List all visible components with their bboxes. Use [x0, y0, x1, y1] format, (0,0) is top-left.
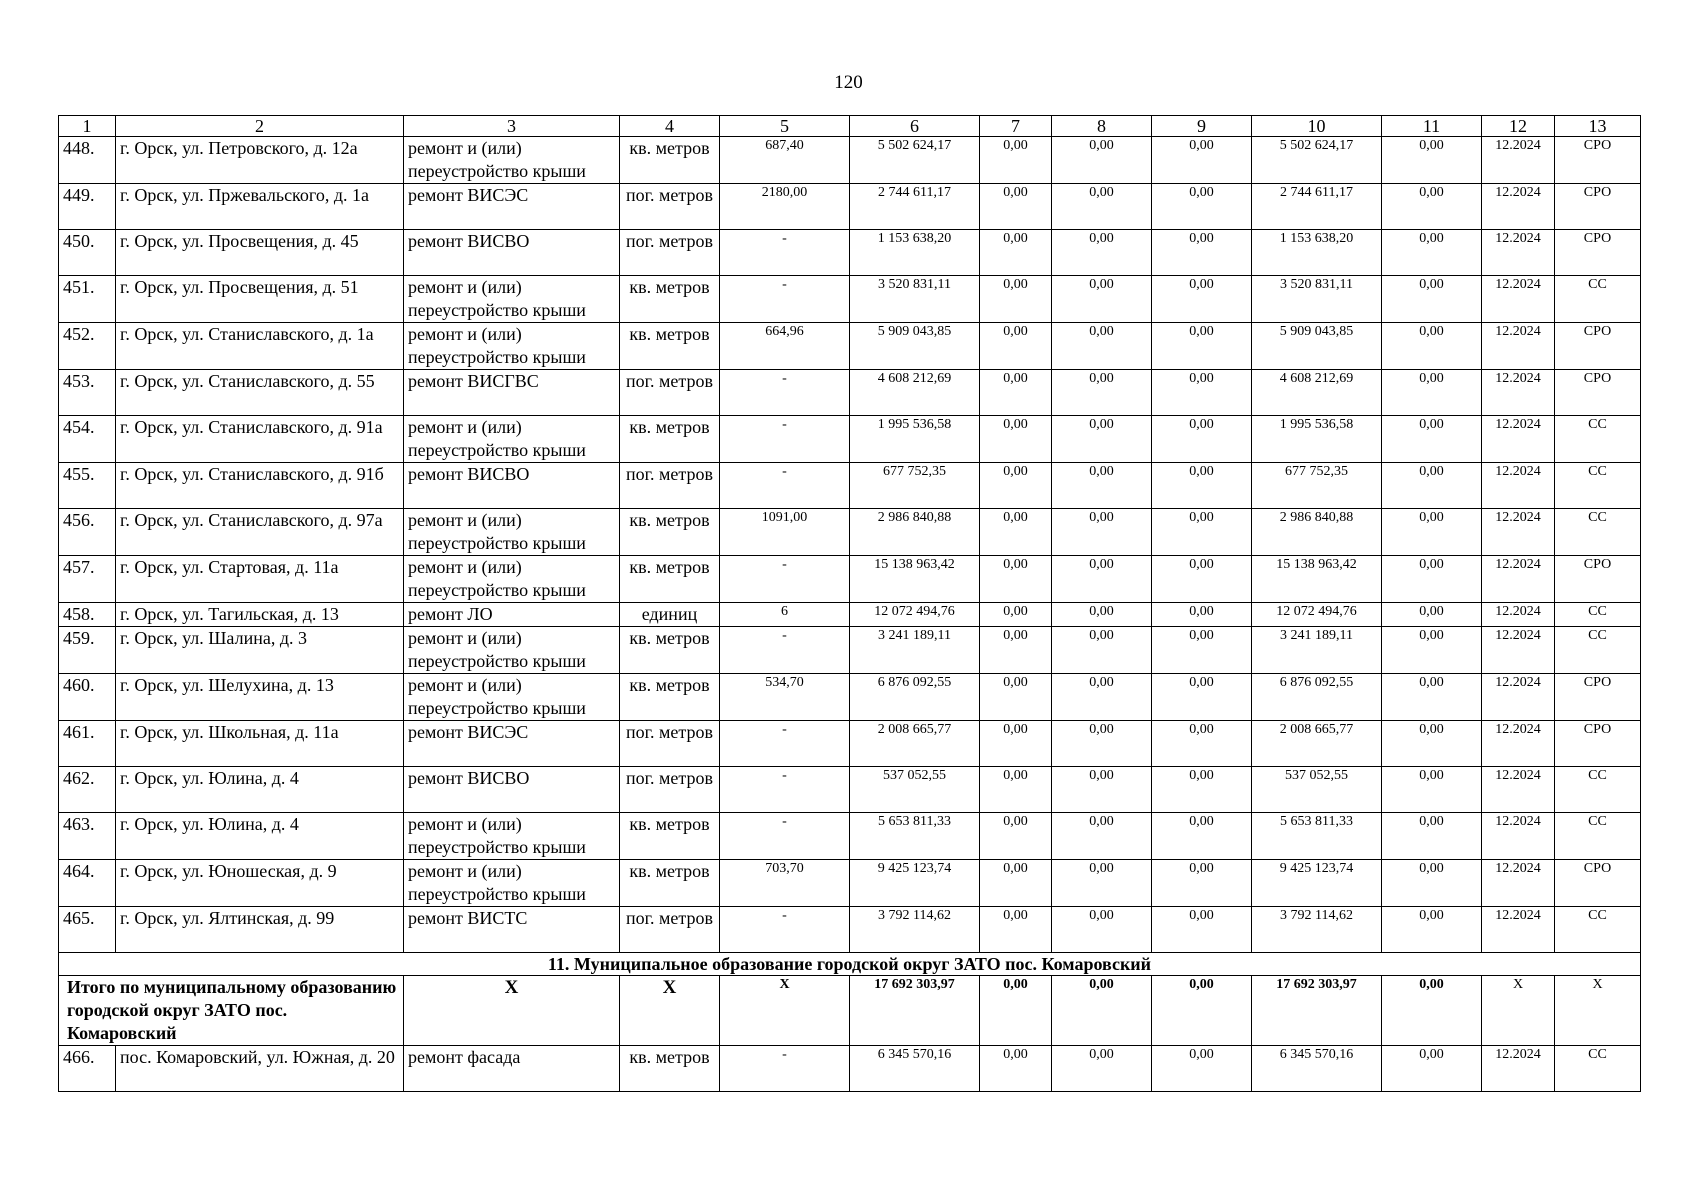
work-type-cell: ремонт и (или) переустройство крыши: [404, 860, 620, 907]
cost-cell: 2 008 665,77: [1252, 721, 1382, 767]
volume-cell: -: [720, 907, 850, 953]
total-cost-cell: 0,00: [1382, 976, 1482, 1046]
method-cell: СС: [1555, 509, 1641, 556]
method-cell: СРО: [1555, 674, 1641, 721]
method-cell: СС: [1555, 416, 1641, 463]
cost-cell: 0,00: [1382, 1046, 1482, 1092]
row-number: 460.: [59, 674, 116, 721]
total-label: Итого по муниципальному образованию городской округ ЗАТО пос. Комаровский: [59, 976, 404, 1046]
column-number: 1: [59, 116, 116, 137]
total-cost-cell: 2 008 665,77: [850, 721, 980, 767]
total-cost-cell: 0,00: [1052, 976, 1152, 1046]
row-number: 454.: [59, 416, 116, 463]
total-x-cell: Х: [1482, 976, 1555, 1046]
row-number: 462.: [59, 767, 116, 813]
unit-cell: кв. метров: [620, 860, 720, 907]
deadline-cell: 12.2024: [1482, 323, 1555, 370]
row-number: 456.: [59, 509, 116, 556]
table-row: [59, 276, 1641, 323]
work-type-cell: ремонт и (или) переустройство крыши: [404, 416, 620, 463]
deadline-cell: 12.2024: [1482, 674, 1555, 721]
table-row: [59, 674, 1641, 721]
method-cell: СРО: [1555, 323, 1641, 370]
unit-cell: пог. метров: [620, 230, 720, 276]
row-number: 457.: [59, 556, 116, 603]
volume-cell: 703,70: [720, 860, 850, 907]
method-cell: СС: [1555, 767, 1641, 813]
address-cell: г. Орск, ул. Юлина, д. 4: [116, 813, 404, 860]
volume-cell: 6: [720, 603, 850, 627]
cost-cell: 0,00: [1052, 860, 1152, 907]
cost-cell: 0,00: [1052, 674, 1152, 721]
work-type-cell: ремонт и (или) переустройство крыши: [404, 813, 620, 860]
cost-cell: 0,00: [1382, 721, 1482, 767]
unit-cell: кв. метров: [620, 627, 720, 674]
total-cost-cell: 5 502 624,17: [850, 137, 980, 184]
cost-cell: 0,00: [1052, 627, 1152, 674]
deadline-cell: 12.2024: [1482, 137, 1555, 184]
volume-cell: 1091,00: [720, 509, 850, 556]
method-cell: СС: [1555, 813, 1641, 860]
method-cell: СРО: [1555, 556, 1641, 603]
work-type-cell: ремонт ВИСГВС: [404, 370, 620, 416]
total-cost-cell: 1 153 638,20: [850, 230, 980, 276]
volume-cell: -: [720, 767, 850, 813]
row-number: 451.: [59, 276, 116, 323]
cost-cell: 0,00: [1382, 907, 1482, 953]
address-cell: г. Орск, ул. Юношеская, д. 9: [116, 860, 404, 907]
row-number: 461.: [59, 721, 116, 767]
method-cell: СС: [1555, 627, 1641, 674]
section-header-row: [59, 953, 1641, 976]
cost-cell: 0,00: [1152, 860, 1252, 907]
work-type-cell: ремонт ВИСВО: [404, 767, 620, 813]
cost-cell: 5 653 811,33: [1252, 813, 1382, 860]
cost-cell: 0,00: [1382, 370, 1482, 416]
volume-cell: -: [720, 276, 850, 323]
unit-cell: пог. метров: [620, 184, 720, 230]
total-cost-cell: 5 653 811,33: [850, 813, 980, 860]
cost-cell: 0,00: [1052, 323, 1152, 370]
cost-cell: 0,00: [1052, 767, 1152, 813]
cost-cell: 0,00: [980, 323, 1052, 370]
unit-cell: кв. метров: [620, 674, 720, 721]
cost-cell: 5 909 043,85: [1252, 323, 1382, 370]
column-number: 4: [620, 116, 720, 137]
work-type-cell: ремонт и (или) переустройство крыши: [404, 627, 620, 674]
cost-cell: 0,00: [1152, 276, 1252, 323]
address-cell: г. Орск, ул. Стартовая, д. 11а: [116, 556, 404, 603]
cost-cell: 0,00: [1052, 276, 1152, 323]
cost-cell: 0,00: [1382, 463, 1482, 509]
cost-cell: 0,00: [980, 509, 1052, 556]
deadline-cell: 12.2024: [1482, 230, 1555, 276]
cost-cell: 0,00: [1052, 556, 1152, 603]
address-cell: г. Орск, ул. Станиславского, д. 91а: [116, 416, 404, 463]
volume-cell: -: [720, 556, 850, 603]
cost-cell: 12 072 494,76: [1252, 603, 1382, 627]
total-row: [59, 976, 1641, 1046]
cost-cell: 0,00: [980, 416, 1052, 463]
cost-cell: 0,00: [1382, 509, 1482, 556]
cost-cell: 0,00: [980, 674, 1052, 721]
method-cell: СС: [1555, 276, 1641, 323]
address-cell: г. Орск, ул. Станиславского, д. 1а: [116, 323, 404, 370]
volume-cell: 2180,00: [720, 184, 850, 230]
work-type-cell: ремонт ВИСВО: [404, 230, 620, 276]
cost-cell: 0,00: [980, 463, 1052, 509]
deadline-cell: 12.2024: [1482, 416, 1555, 463]
unit-cell: кв. метров: [620, 813, 720, 860]
cost-cell: 0,00: [1052, 603, 1152, 627]
table-row: [59, 603, 1641, 627]
row-number: 463.: [59, 813, 116, 860]
work-type-cell: ремонт и (или) переустройство крыши: [404, 323, 620, 370]
cost-cell: 537 052,55: [1252, 767, 1382, 813]
page-number: 120: [834, 72, 863, 93]
cost-cell: 0,00: [1052, 463, 1152, 509]
table-row: [59, 323, 1641, 370]
column-number: 3: [404, 116, 620, 137]
unit-cell: кв. метров: [620, 509, 720, 556]
cost-cell: 0,00: [1152, 416, 1252, 463]
total-cost-cell: 0,00: [1152, 976, 1252, 1046]
total-x-cell: Х: [404, 976, 620, 1046]
row-number: 464.: [59, 860, 116, 907]
cost-cell: 0,00: [1382, 184, 1482, 230]
cost-cell: 0,00: [1382, 603, 1482, 627]
method-cell: СС: [1555, 1046, 1641, 1092]
deadline-cell: 12.2024: [1482, 603, 1555, 627]
deadline-cell: 12.2024: [1482, 1046, 1555, 1092]
row-number: 450.: [59, 230, 116, 276]
total-cost-cell: 677 752,35: [850, 463, 980, 509]
cost-cell: 0,00: [1382, 674, 1482, 721]
total-x-cell: Х: [720, 976, 850, 1046]
cost-cell: 0,00: [1152, 767, 1252, 813]
work-type-cell: ремонт и (или) переустройство крыши: [404, 674, 620, 721]
total-cost-cell: 0,00: [980, 976, 1052, 1046]
table-row: [59, 860, 1641, 907]
work-type-cell: ремонт ВИСЭС: [404, 721, 620, 767]
total-sum-cell: 17 692 303,97: [850, 976, 980, 1046]
table-row: [59, 230, 1641, 276]
deadline-cell: 12.2024: [1482, 721, 1555, 767]
column-number: 5: [720, 116, 850, 137]
cost-cell: 0,00: [1152, 137, 1252, 184]
unit-cell: кв. метров: [620, 416, 720, 463]
method-cell: СС: [1555, 907, 1641, 953]
row-number: 449.: [59, 184, 116, 230]
cost-cell: 0,00: [1152, 556, 1252, 603]
deadline-cell: 12.2024: [1482, 813, 1555, 860]
address-cell: г. Орск, ул. Юлина, д. 4: [116, 767, 404, 813]
total-sum-cell: 17 692 303,97: [1252, 976, 1382, 1046]
deadline-cell: 12.2024: [1482, 907, 1555, 953]
address-cell: г. Орск, ул. Шелухина, д. 13: [116, 674, 404, 721]
cost-cell: 1 153 638,20: [1252, 230, 1382, 276]
cost-cell: 0,00: [980, 603, 1052, 627]
volume-cell: -: [720, 463, 850, 509]
row-number: 448.: [59, 137, 116, 184]
address-cell: г. Орск, ул. Просвещения, д. 51: [116, 276, 404, 323]
row-number: 452.: [59, 323, 116, 370]
cost-cell: 0,00: [1152, 907, 1252, 953]
work-type-cell: ремонт ВИСЭС: [404, 184, 620, 230]
table-row: [59, 907, 1641, 953]
method-cell: СРО: [1555, 860, 1641, 907]
work-type-cell: ремонт ЛО: [404, 603, 620, 627]
method-cell: СС: [1555, 603, 1641, 627]
deadline-cell: 12.2024: [1482, 627, 1555, 674]
deadline-cell: 12.2024: [1482, 276, 1555, 323]
cost-cell: 0,00: [980, 627, 1052, 674]
total-cost-cell: 5 909 043,85: [850, 323, 980, 370]
table-row: [59, 184, 1641, 230]
total-cost-cell: 15 138 963,42: [850, 556, 980, 603]
deadline-cell: 12.2024: [1482, 184, 1555, 230]
row-number: 453.: [59, 370, 116, 416]
address-cell: пос. Комаровский, ул. Южная, д. 20: [116, 1046, 404, 1092]
address-cell: г. Орск, ул. Станиславского, д. 97а: [116, 509, 404, 556]
cost-cell: 6 876 092,55: [1252, 674, 1382, 721]
total-x-cell: Х: [620, 976, 720, 1046]
cost-cell: 0,00: [1052, 813, 1152, 860]
cost-cell: 0,00: [1052, 230, 1152, 276]
work-type-cell: ремонт и (или) переустройство крыши: [404, 556, 620, 603]
volume-cell: 534,70: [720, 674, 850, 721]
cost-cell: 6 345 570,16: [1252, 1046, 1382, 1092]
cost-cell: 0,00: [1382, 556, 1482, 603]
deadline-cell: 12.2024: [1482, 767, 1555, 813]
cost-cell: 0,00: [1052, 370, 1152, 416]
total-cost-cell: 537 052,55: [850, 767, 980, 813]
cost-cell: 3 241 189,11: [1252, 627, 1382, 674]
unit-cell: пог. метров: [620, 370, 720, 416]
total-cost-cell: 6 876 092,55: [850, 674, 980, 721]
unit-cell: пог. метров: [620, 463, 720, 509]
address-cell: г. Орск, ул. Станиславского, д. 55: [116, 370, 404, 416]
volume-cell: -: [720, 230, 850, 276]
total-x-cell: Х: [1555, 976, 1641, 1046]
cost-cell: 0,00: [1052, 721, 1152, 767]
cost-cell: 1 995 536,58: [1252, 416, 1382, 463]
volume-cell: -: [720, 1046, 850, 1092]
method-cell: СРО: [1555, 230, 1641, 276]
table-row: [59, 137, 1641, 184]
volume-cell: -: [720, 416, 850, 463]
cost-cell: 0,00: [980, 1046, 1052, 1092]
cost-cell: 0,00: [1152, 323, 1252, 370]
total-cost-cell: 9 425 123,74: [850, 860, 980, 907]
cost-cell: 2 986 840,88: [1252, 509, 1382, 556]
total-cost-cell: 6 345 570,16: [850, 1046, 980, 1092]
address-cell: г. Орск, ул. Просвещения, д. 45: [116, 230, 404, 276]
row-number: 465.: [59, 907, 116, 953]
cost-cell: 0,00: [1052, 509, 1152, 556]
unit-cell: кв. метров: [620, 276, 720, 323]
deadline-cell: 12.2024: [1482, 509, 1555, 556]
address-cell: г. Орск, ул. Станиславского, д. 91б: [116, 463, 404, 509]
table-row: [59, 370, 1641, 416]
method-cell: СС: [1555, 463, 1641, 509]
cost-cell: 0,00: [1152, 463, 1252, 509]
cost-cell: 0,00: [1382, 137, 1482, 184]
cost-cell: 0,00: [1382, 323, 1482, 370]
table-row: [59, 813, 1641, 860]
deadline-cell: 12.2024: [1482, 860, 1555, 907]
row-number: 455.: [59, 463, 116, 509]
address-cell: г. Орск, ул. Школьная, д. 11а: [116, 721, 404, 767]
cost-cell: 0,00: [1152, 509, 1252, 556]
column-number: 10: [1252, 116, 1382, 137]
cost-cell: 0,00: [1052, 184, 1152, 230]
cost-cell: 0,00: [1382, 416, 1482, 463]
method-cell: СРО: [1555, 721, 1641, 767]
section-title: 11. Муниципальное образование городской округ ЗАТО пос. Комаровский: [59, 953, 1641, 976]
total-cost-cell: 1 995 536,58: [850, 416, 980, 463]
unit-cell: пог. метров: [620, 721, 720, 767]
volume-cell: 664,96: [720, 323, 850, 370]
cost-cell: 0,00: [1052, 907, 1152, 953]
unit-cell: кв. метров: [620, 323, 720, 370]
cost-cell: 15 138 963,42: [1252, 556, 1382, 603]
column-number: 2: [116, 116, 404, 137]
volume-cell: -: [720, 721, 850, 767]
table-row: [59, 556, 1641, 603]
total-cost-cell: 3 241 189,11: [850, 627, 980, 674]
cost-cell: 0,00: [1382, 860, 1482, 907]
cost-cell: 0,00: [1382, 230, 1482, 276]
cost-cell: 0,00: [980, 721, 1052, 767]
table-row: [59, 627, 1641, 674]
unit-cell: пог. метров: [620, 767, 720, 813]
total-cost-cell: 12 072 494,76: [850, 603, 980, 627]
total-cost-cell: 2 744 611,17: [850, 184, 980, 230]
cost-cell: 0,00: [1152, 674, 1252, 721]
column-number: 8: [1052, 116, 1152, 137]
method-cell: СРО: [1555, 370, 1641, 416]
total-cost-cell: 3 792 114,62: [850, 907, 980, 953]
cost-cell: 0,00: [980, 813, 1052, 860]
cost-cell: 0,00: [1152, 370, 1252, 416]
cost-cell: 0,00: [980, 556, 1052, 603]
work-type-cell: ремонт и (или) переустройство крыши: [404, 276, 620, 323]
cost-cell: 0,00: [1382, 276, 1482, 323]
method-cell: СРО: [1555, 184, 1641, 230]
unit-cell: пог. метров: [620, 907, 720, 953]
repair-program-table: [58, 115, 1641, 1092]
cost-cell: 0,00: [980, 767, 1052, 813]
deadline-cell: 12.2024: [1482, 370, 1555, 416]
volume-cell: 687,40: [720, 137, 850, 184]
volume-cell: -: [720, 813, 850, 860]
unit-cell: единиц: [620, 603, 720, 627]
cost-cell: 4 608 212,69: [1252, 370, 1382, 416]
cost-cell: 2 744 611,17: [1252, 184, 1382, 230]
cost-cell: 0,00: [980, 276, 1052, 323]
cost-cell: 0,00: [1152, 813, 1252, 860]
address-cell: г. Орск, ул. Шалина, д. 3: [116, 627, 404, 674]
table-row: [59, 767, 1641, 813]
cost-cell: 3 520 831,11: [1252, 276, 1382, 323]
column-number: 7: [980, 116, 1052, 137]
address-cell: г. Орск, ул. Ялтинская, д. 99: [116, 907, 404, 953]
work-type-cell: ремонт и (или) переустройство крыши: [404, 137, 620, 184]
deadline-cell: 12.2024: [1482, 556, 1555, 603]
cost-cell: 0,00: [980, 907, 1052, 953]
cost-cell: 0,00: [1052, 416, 1152, 463]
cost-cell: 0,00: [980, 370, 1052, 416]
cost-cell: 0,00: [980, 860, 1052, 907]
cost-cell: 5 502 624,17: [1252, 137, 1382, 184]
deadline-cell: 12.2024: [1482, 463, 1555, 509]
table-row: [59, 509, 1641, 556]
cost-cell: 0,00: [1152, 184, 1252, 230]
row-number: 459.: [59, 627, 116, 674]
address-cell: г. Орск, ул. Тагильская, д. 13: [116, 603, 404, 627]
column-number: 9: [1152, 116, 1252, 137]
work-type-cell: ремонт ВИСВО: [404, 463, 620, 509]
cost-cell: 0,00: [1152, 627, 1252, 674]
unit-cell: кв. метров: [620, 137, 720, 184]
cost-cell: 3 792 114,62: [1252, 907, 1382, 953]
table-row: [59, 463, 1641, 509]
work-type-cell: ремонт фасада: [404, 1046, 620, 1092]
table-row: [59, 721, 1641, 767]
cost-cell: 0,00: [980, 230, 1052, 276]
cost-cell: 0,00: [1152, 1046, 1252, 1092]
method-cell: СРО: [1555, 137, 1641, 184]
address-cell: г. Орск, ул. Петровского, д. 12а: [116, 137, 404, 184]
cost-cell: 677 752,35: [1252, 463, 1382, 509]
unit-cell: кв. метров: [620, 556, 720, 603]
cost-cell: 0,00: [1052, 1046, 1152, 1092]
column-number: 6: [850, 116, 980, 137]
total-cost-cell: 3 520 831,11: [850, 276, 980, 323]
cost-cell: 9 425 123,74: [1252, 860, 1382, 907]
work-type-cell: ремонт ВИСТС: [404, 907, 620, 953]
unit-cell: кв. метров: [620, 1046, 720, 1092]
address-cell: г. Орск, ул. Пржевальского, д. 1а: [116, 184, 404, 230]
cost-cell: 0,00: [1152, 603, 1252, 627]
cost-cell: 0,00: [980, 137, 1052, 184]
volume-cell: -: [720, 370, 850, 416]
volume-cell: -: [720, 627, 850, 674]
column-number-row: [59, 116, 1641, 137]
row-number: 466.: [59, 1046, 116, 1092]
table-row: [59, 1046, 1641, 1092]
cost-cell: 0,00: [1152, 230, 1252, 276]
cost-cell: 0,00: [1382, 767, 1482, 813]
cost-cell: 0,00: [1382, 813, 1482, 860]
column-number: 11: [1382, 116, 1482, 137]
column-number: 12: [1482, 116, 1555, 137]
cost-cell: 0,00: [980, 184, 1052, 230]
table-row: [59, 416, 1641, 463]
row-number: 458.: [59, 603, 116, 627]
work-type-cell: ремонт и (или) переустройство крыши: [404, 509, 620, 556]
cost-cell: 0,00: [1052, 137, 1152, 184]
column-number: 13: [1555, 116, 1641, 137]
total-cost-cell: 2 986 840,88: [850, 509, 980, 556]
cost-cell: 0,00: [1382, 627, 1482, 674]
cost-cell: 0,00: [1152, 721, 1252, 767]
total-cost-cell: 4 608 212,69: [850, 370, 980, 416]
